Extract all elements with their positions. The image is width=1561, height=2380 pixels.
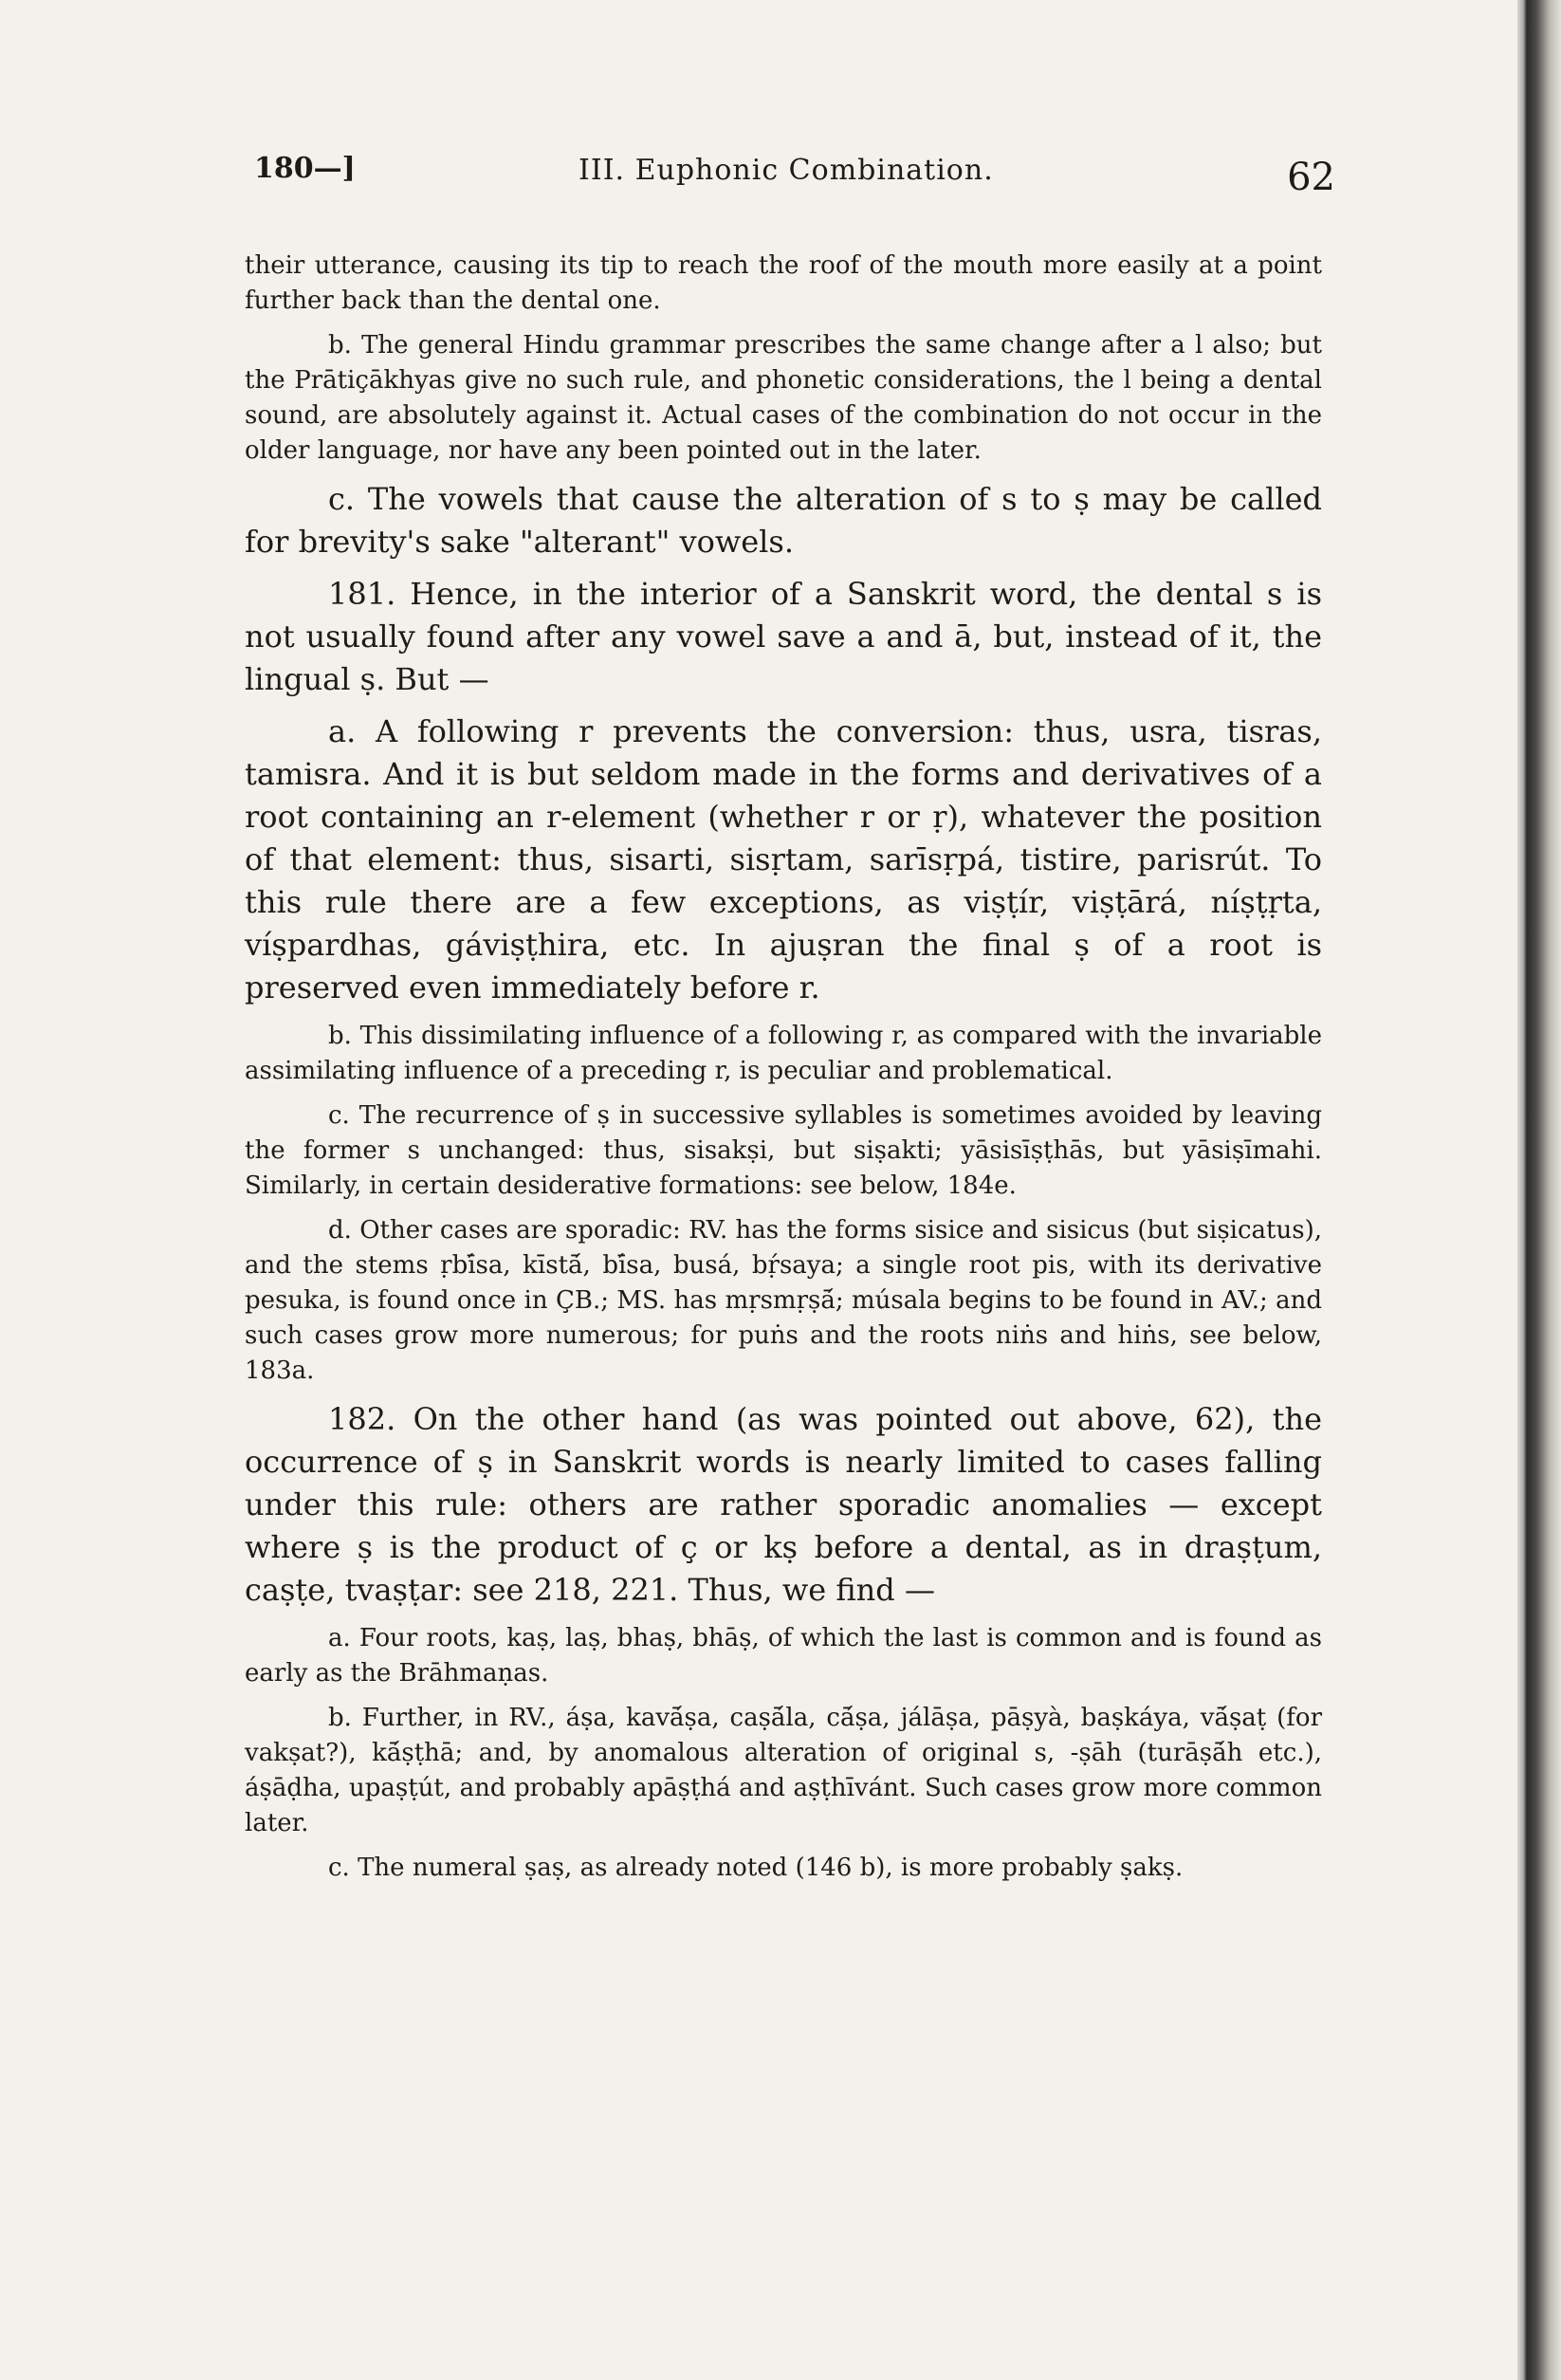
running-header [254,135,1335,211]
paragraph-181b: b. This dissimilating influence of a following r, as compared with the invariable assimilating influence of a preceding r, is peculiar and problematical. [245,1022,1322,1085]
binding-edge [1517,0,1561,2380]
page-body [245,249,1322,1895]
paragraph-181: 181. Hence, in the interior of a Sanskrit word, the dental s is not usually found after any vowel save a and ā, but, instead of it, the lingual ṣ. But — [245,576,1322,697]
section-reference: 180—] [254,152,356,185]
paragraph-continuation: their utterance, causing its tip to reach the roof of the mouth more easily at a point further back than the dental one. [245,251,1322,315]
paragraph-180b: b. The general Hindu grammar prescribes the same change after a l also; but the Prātiçākhyas give no such rule, and phonetic considerations, the l being a dental sound, are absolutely against it. Actual cases of the combination do not occur in the older language, nor have any been pointed out in the later. [245,331,1322,465]
paragraph-182: 182. On the other hand (as was pointed out above, 62), the occurrence of ṣ in Sanskrit words is nearly limited to cases falling under this rule: others are rather sporadic anomalies — except where ṣ is the product of ç or kṣ before a dental, as in draṣṭum, caṣṭe, tvaṣṭar: see 218, 221. Thus, we find — [245,1401,1322,1608]
paragraph-180c: c. The vowels that cause the alteration of s to ṣ may be called for brevity's sake "alterant" vowels. [245,481,1322,560]
paragraph-182b: b. Further, in RV., áṣa, kavā́ṣa, caṣā́la, cā́ṣa, jálāṣa, pāṣyà, baṣkáya, vā́ṣaṭ (for vakṣat?), kā́ṣṭhā; and, by anomalous alteration of original s, -ṣāh (turāṣā́h etc.), áṣāḍha, upaṣṭút, and probably apāṣṭhá and aṣṭhīvánt. Such cases grow more common later. [245,1704,1322,1837]
paragraph-181a: a. A following r prevents the conversion: thus, usra, tisras, tamisra. And it is but seldom made in the forms and derivatives of a root containing an r-element (whether r or ṛ), whatever the position of that element: thus, sisarti, sisṛtam, sarīsṛpá, tistire, parisrút. To this rule there are a few exceptions, as viṣṭír, viṣṭārá, níṣṭṛta, víṣpardhas, gáviṣṭhira, etc. In ajuṣran the final ṣ of a root is preserved even immediately before r. [245,713,1322,1006]
paragraph-182a: a. Four roots, kaṣ, laṣ, bhaṣ, bhāṣ, of which the last is common and is found as early as the Brāhmaṇas. [245,1624,1322,1688]
paragraph-181d: d. Other cases are sporadic: RV. has the forms sisice and sisicus (but siṣicatus), and the stems ṛbī́sa, kīstā́, bī́sa, busá, bṛ́saya; a single root pis, with its derivative pesuka, is found once in ÇB.; MS. has mṛsmṛṣā́; músala begins to be found in AV.; and such cases grow more numerous; for puṅs and the roots niṅs and hiṅs, see below, 183a. [245,1216,1322,1385]
paragraph-182c: c. The numeral ṣaṣ, as already noted (146 b), is more probably ṣakṣ. [328,1854,1184,1882]
page-number: 62 [1287,156,1335,199]
chapter-title: III. Euphonic Combination. [578,154,994,187]
paragraph-181c: c. The recurrence of ṣ in successive syllables is sometimes avoided by leaving the former s unchanged: thus, sisakṣi, but siṣakti; yāsisīṣṭhās, but yāsiṣīmahi. Similarly, in certain desiderative formations: see below, 184e. [245,1101,1322,1200]
